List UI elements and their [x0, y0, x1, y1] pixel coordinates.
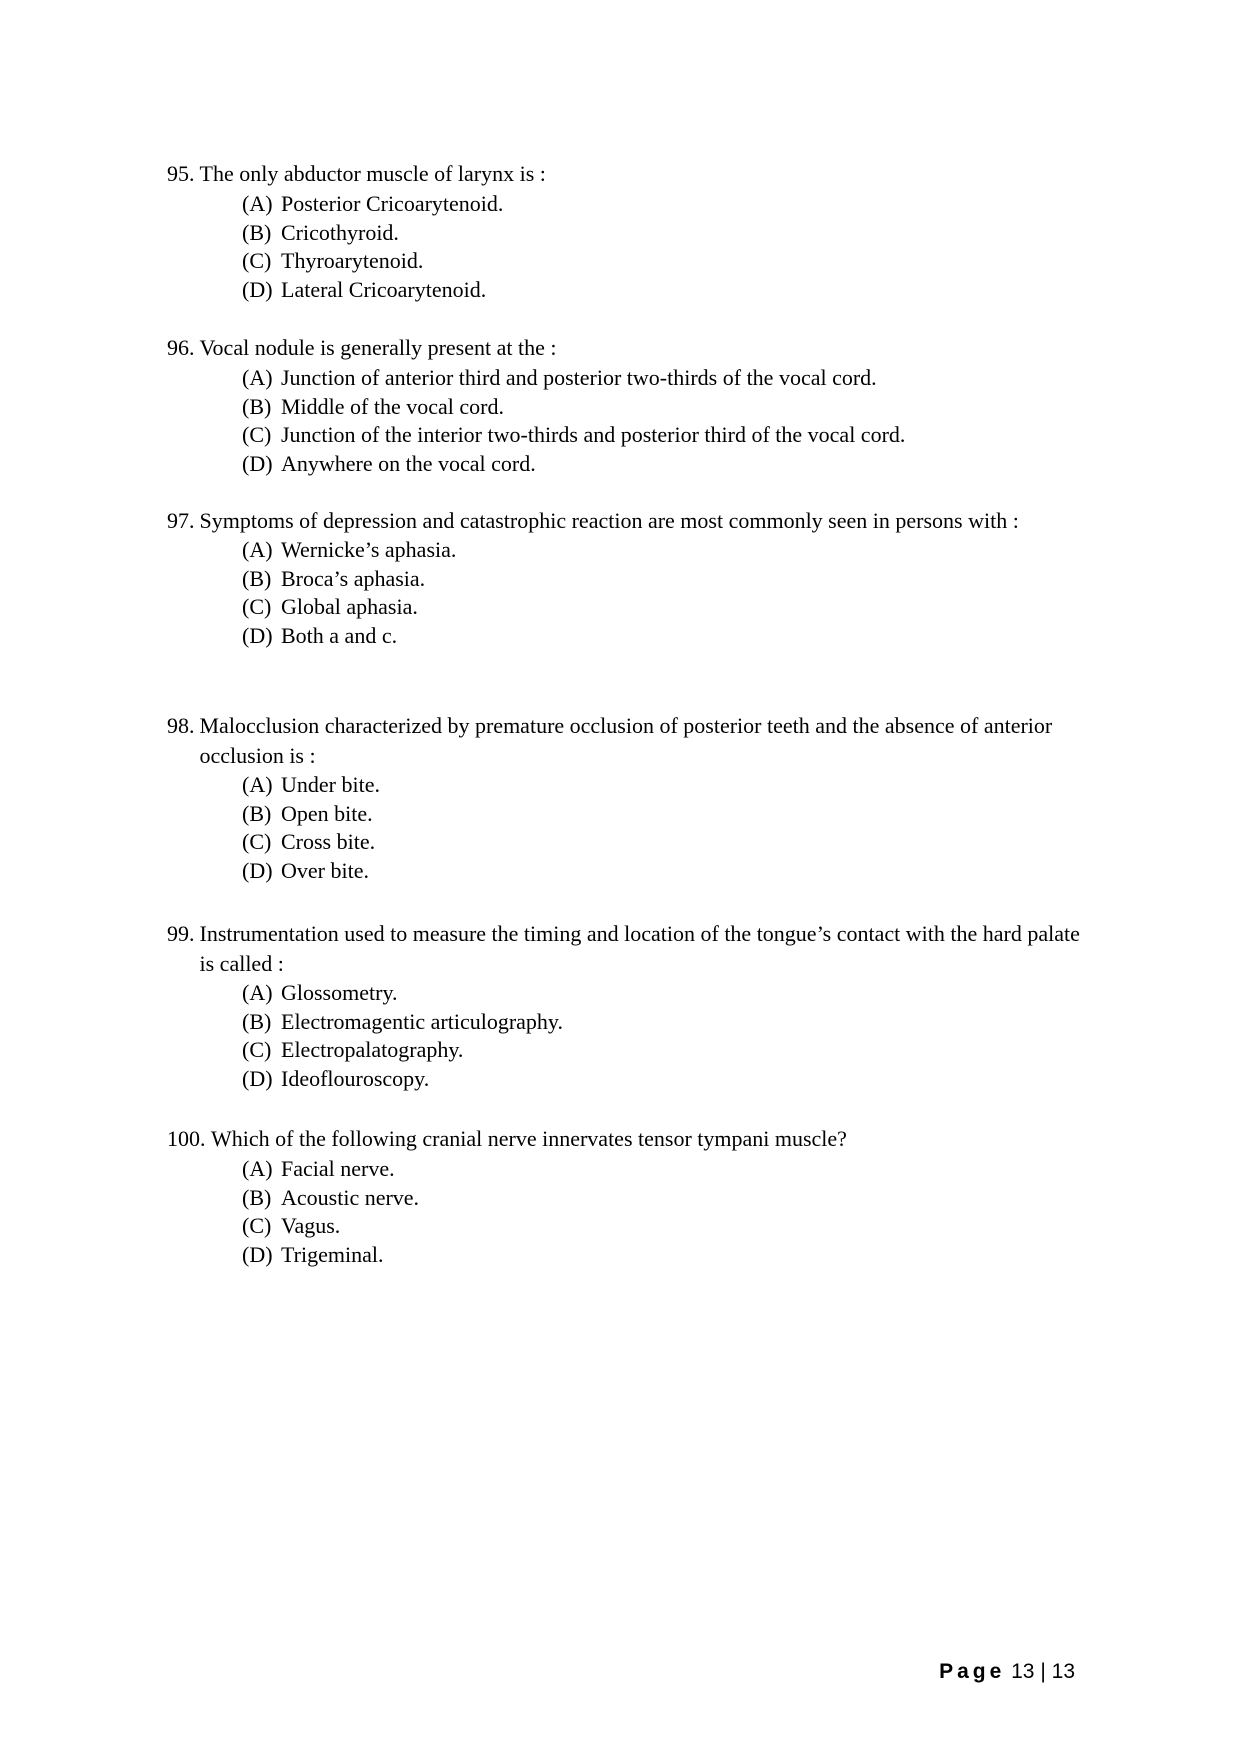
option-text: Junction of anterior third and posterior two-thirds of the vocal cord.: [281, 365, 877, 390]
option-c: [167, 592, 1097, 621]
option-letter: (D): [242, 857, 273, 883]
option-text: Cross bite.: [281, 829, 376, 855]
option-letter: (D): [242, 450, 273, 476]
option-text: Both a and c.: [281, 622, 398, 648]
option-a: [167, 535, 1097, 564]
option-c: [167, 1035, 1097, 1064]
option-letter: (D): [242, 622, 273, 648]
option-b: [167, 1183, 1097, 1212]
option-letter: (A): [242, 537, 273, 562]
options-list: [167, 770, 1097, 884]
question-number: 99.: [167, 921, 195, 946]
option-a: [167, 978, 1097, 1007]
option-b: [167, 799, 1097, 828]
question-95: [167, 159, 1097, 303]
option-d: [167, 1064, 1097, 1093]
option-letter: (A): [242, 191, 273, 216]
question-text: The only abductor muscle of larynx is :: [199, 161, 546, 186]
options-list: [167, 189, 1097, 303]
option-text: Cricothyroid.: [281, 219, 399, 245]
page-label: Page: [939, 1660, 1006, 1683]
option-letter: (B): [242, 1184, 272, 1210]
options-list: [167, 1154, 1097, 1268]
question-text: Which of the following cranial nerve innervates tensor tympani muscle?: [211, 1126, 847, 1151]
option-letter: (B): [242, 219, 272, 245]
question-stem: [167, 919, 1097, 979]
option-text: Wernicke’s aphasia.: [281, 537, 457, 562]
option-text: Broca’s aphasia.: [281, 565, 426, 591]
question-text: Malocclusion characterized by premature occlusion of posterior teeth and the absence of anterior occlusion is :: [199, 713, 1053, 768]
option-text: Posterior Cricoarytenoid.: [281, 191, 504, 216]
page-footer: [939, 1660, 1075, 1684]
option-text: Ideoflouroscopy.: [281, 1065, 430, 1091]
page-separator: |: [1040, 1660, 1046, 1683]
question-number: 96.: [167, 335, 195, 360]
option-letter: (A): [242, 365, 273, 390]
options-list: [167, 535, 1097, 649]
option-text: Under bite.: [281, 772, 380, 797]
option-letter: (D): [242, 1065, 273, 1091]
question-97: [167, 506, 1097, 649]
option-letter: (B): [242, 393, 272, 419]
option-c: [167, 246, 1097, 275]
option-d: [167, 856, 1097, 885]
option-text: Thyroarytenoid.: [281, 248, 424, 274]
option-d: [167, 621, 1097, 650]
option-letter: (A): [242, 980, 273, 1005]
question-number: 97.: [167, 508, 195, 533]
question-stem: [167, 506, 1097, 536]
option-text: Glossometry.: [281, 980, 398, 1005]
option-letter: (C): [242, 1037, 272, 1063]
option-b: [167, 564, 1097, 593]
option-letter: (B): [242, 565, 272, 591]
option-letter: (B): [242, 800, 272, 826]
option-text: Electromagentic articulography.: [281, 1008, 564, 1034]
question-99: [167, 919, 1097, 1092]
question-100: [167, 1124, 1097, 1268]
option-text: Anywhere on the vocal cord.: [281, 450, 536, 476]
option-letter: (D): [242, 276, 273, 302]
question-text: Instrumentation used to measure the timing and location of the tongue’s contact with the hard palate is called :: [199, 921, 1080, 976]
question-number: 98.: [167, 713, 195, 738]
option-letter: (C): [242, 594, 272, 620]
option-a: [167, 770, 1097, 799]
option-b: [167, 392, 1097, 421]
option-c: [167, 420, 1097, 449]
option-text: Acoustic nerve.: [281, 1184, 420, 1210]
option-b: [167, 1007, 1097, 1036]
options-list: [167, 978, 1097, 1092]
option-letter: (A): [242, 772, 273, 797]
question-stem: [167, 159, 1097, 189]
option-a: [167, 1154, 1097, 1183]
options-list: [167, 363, 1097, 477]
question-stem: [167, 1124, 1097, 1154]
question-stem: [167, 333, 1097, 363]
option-letter: (C): [242, 248, 272, 274]
option-letter: (B): [242, 1008, 272, 1034]
question-stem: [167, 711, 1097, 771]
option-text: Lateral Cricoarytenoid.: [281, 276, 487, 302]
page-total: 13: [1051, 1660, 1075, 1683]
question-text: Vocal nodule is generally present at the :: [199, 335, 557, 360]
option-text: Electropalatography.: [281, 1037, 464, 1063]
option-d: [167, 1240, 1097, 1269]
option-letter: (C): [242, 422, 272, 448]
question-number: 100.: [167, 1126, 211, 1151]
option-a: [167, 189, 1097, 218]
option-text: Over bite.: [281, 857, 369, 883]
option-text: Middle of the vocal cord.: [281, 393, 504, 419]
option-letter: (C): [242, 1213, 272, 1239]
option-c: [167, 827, 1097, 856]
option-text: Global aphasia.: [281, 594, 418, 620]
option-text: Vagus.: [281, 1213, 341, 1239]
option-text: Facial nerve.: [281, 1156, 395, 1181]
option-a: [167, 363, 1097, 392]
option-d: [167, 275, 1097, 304]
option-text: Trigeminal.: [281, 1241, 384, 1267]
question-number: 95.: [167, 161, 195, 186]
option-text: Open bite.: [281, 800, 373, 826]
question-98: [167, 711, 1097, 884]
option-c: [167, 1211, 1097, 1240]
option-letter: (C): [242, 829, 272, 855]
option-d: [167, 449, 1097, 478]
question-96: [167, 333, 1097, 477]
option-letter: (D): [242, 1241, 273, 1267]
option-letter: (A): [242, 1156, 273, 1181]
page-current: 13: [1011, 1660, 1035, 1683]
option-b: [167, 218, 1097, 247]
question-text: Symptoms of depression and catastrophic reaction are most commonly seen in persons with :: [199, 508, 1019, 533]
option-text: Junction of the interior two-thirds and posterior third of the vocal cord.: [281, 422, 906, 448]
